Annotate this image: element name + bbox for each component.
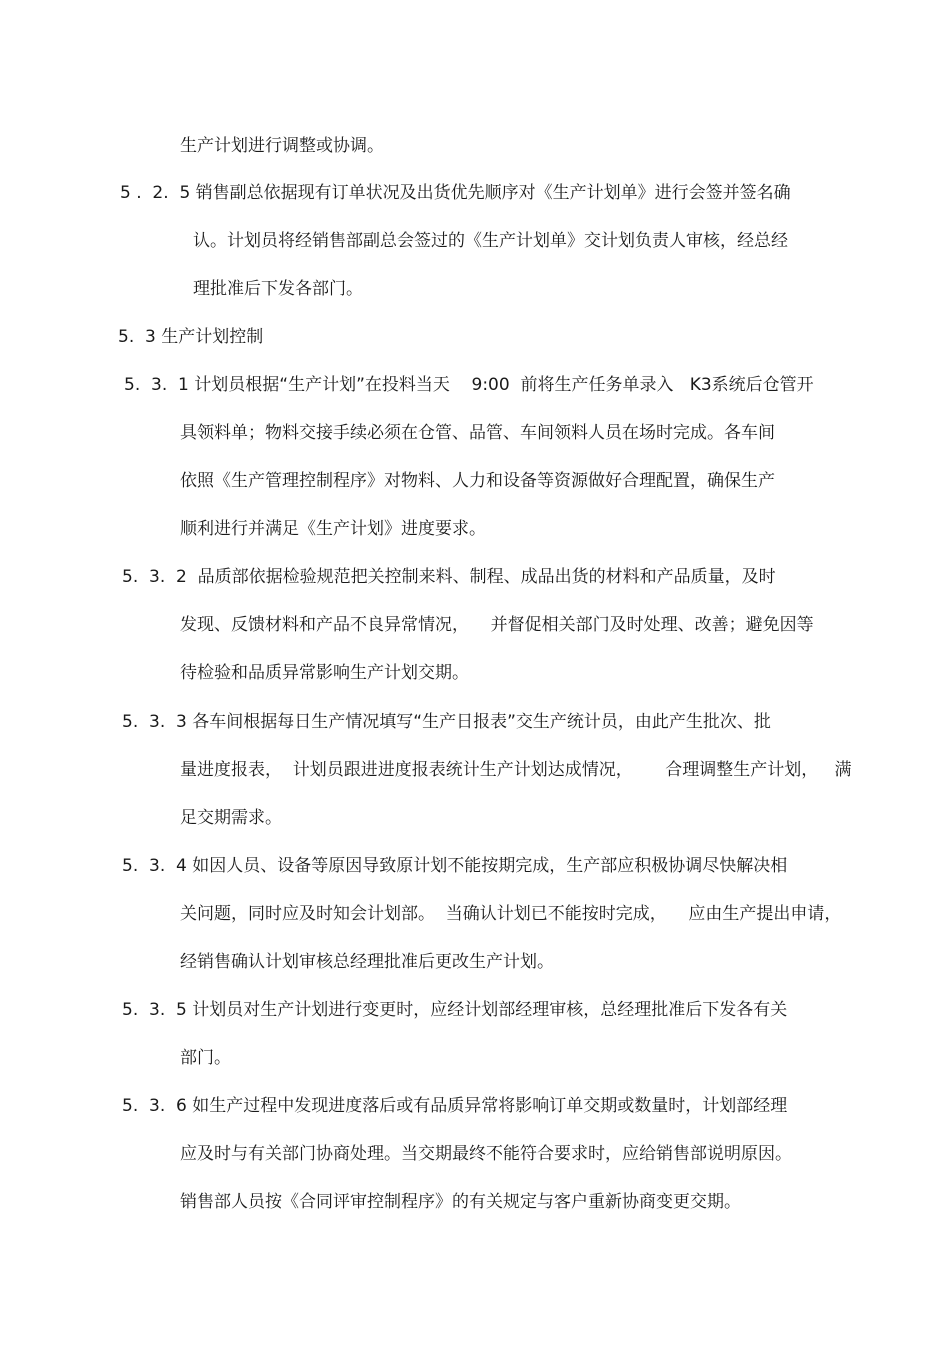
text-line: 部门。 [180,1048,231,1068]
text-line: 待检验和品质异常影响生产计划交期。 [180,663,469,683]
text-line: 应及时与有关部门协商处理。当交期最终不能符合要求时，应给销售部说明原因。 [180,1144,792,1164]
section-5-3-1: 5. 3. 1 计划员根据“生产计划”在投料当天 9:00 前将生产任务单录入 K3系统后仓管开 [124,375,814,395]
section-5-3-6: 5. 3. 6 如生产过程中发现进度落后或有品质异常将影响订单交期或数量时，计划部经理 [122,1096,788,1116]
section-5-2-5: 5 . 2. 5 销售副总依据现有订单状况及出货优先顺序对《生产计划单》进行会签并签名确 [120,183,791,203]
section-5-3-heading: 5. 3 生产计划控制 [118,327,264,347]
text-line: 顺利进行并满足《生产计划》进度要求。 [180,519,486,539]
text-line: 经销售确认计划审核总经理批准后更改生产计划。 [180,952,554,972]
section-5-3-3: 5. 3. 3 各车间根据每日生产情况填写“生产日报表”交生产统计员，由此产生批次、批 [122,712,771,732]
text-line: 理批准后下发各部门。 [193,279,363,299]
text-line: 具领料单；物料交接手续必须在仓管、品管、车间领料人员在场时完成。各车间 [180,423,775,443]
section-5-3-4: 5. 3. 4 如因人员、设备等原因导致原计划不能按期完成，生产部应积极协调尽快解决相 [122,856,788,876]
section-5-3-5: 5. 3. 5 计划员对生产计划进行变更时，应经计划部经理审核，总经理批准后下发各有关 [122,1000,788,1020]
text-line: 生产计划进行调整或协调。 [180,136,384,156]
text-line: 认。计划员将经销售部副总会签过的《生产计划单》交计划负责人审核，经总经 [193,231,788,251]
section-5-3-2: 5. 3. 2 品质部依据检验规范把关控制来料、制程、成品出货的材料和产品质量，及时 [122,567,776,587]
text-line: 发现、反馈材料和产品不良异常情况， 并督促相关部门及时处理、改善；避免因等 [180,615,814,635]
text-line: 量进度报表， 计划员跟进进度报表统计生产计划达成情况， 合理调整生产计划， 满 [180,760,852,780]
text-line: 足交期需求。 [180,808,282,828]
text-line: 销售部人员按《合同评审控制程序》的有关规定与客户重新协商变更交期。 [180,1192,741,1212]
text-line: 依照《生产管理控制程序》对物料、人力和设备等资源做好合理配置，确保生产 [180,471,775,491]
text-line: 关问题，同时应及时知会计划部。 当确认计划已不能按时完成， 应由生产提出申请， [180,904,842,924]
